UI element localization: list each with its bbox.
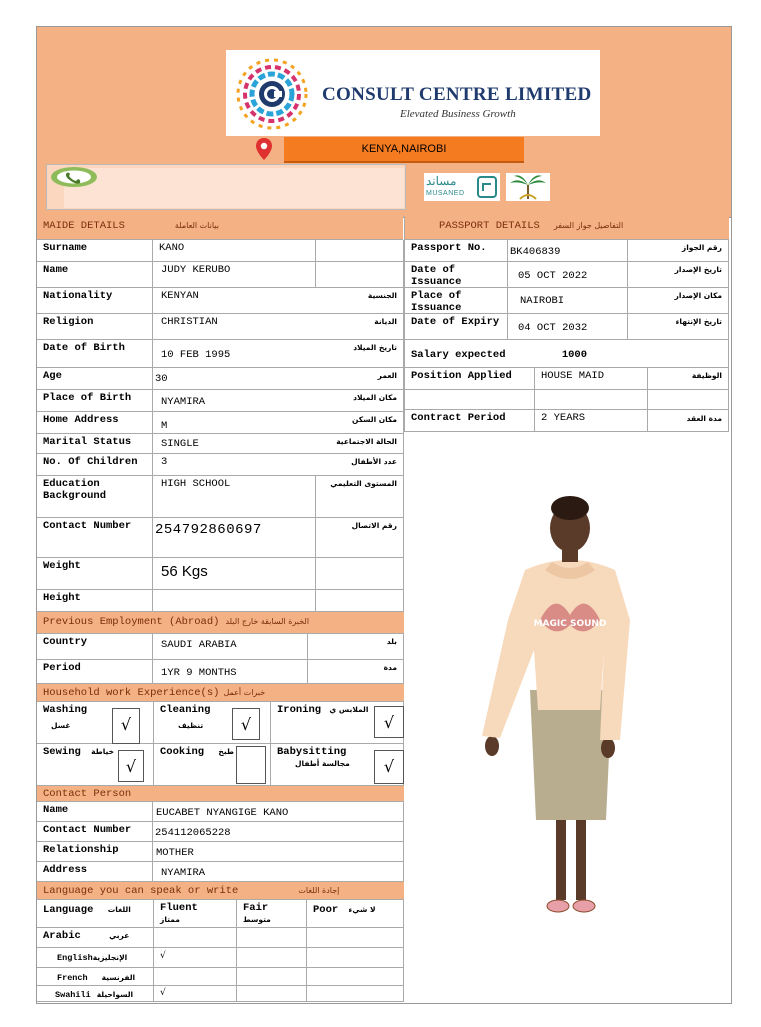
lang-swahili-fair[interactable] xyxy=(237,986,307,1002)
religion-value: CHRISTIAN xyxy=(153,314,316,340)
ironing-check[interactable]: √ xyxy=(374,706,404,738)
cooking-ar: طبخ xyxy=(218,747,234,756)
cleaning-ar: تنظيف xyxy=(178,721,204,730)
passport-no-value: BK406839 xyxy=(508,240,628,262)
lang-row-arabic xyxy=(37,928,154,948)
pob-value: NYAMIRA xyxy=(153,390,316,412)
issue-date-value: 05 OCT 2022 xyxy=(508,262,628,288)
lang-row-english xyxy=(37,948,154,968)
lang-col-poor-label: Poor xyxy=(313,904,339,916)
lang-arabic-name: Arabic xyxy=(43,930,81,942)
surname-ar-cell xyxy=(316,240,404,262)
cp-number-label: Contact Number xyxy=(37,822,153,842)
passport-no-label: Passport No. xyxy=(404,240,508,262)
contact-strip-inner xyxy=(64,168,404,208)
palm-emblem xyxy=(506,173,550,201)
lang-col-poor xyxy=(307,900,404,928)
lang-english-fluent[interactable]: √ xyxy=(154,948,237,968)
religion-ar: الديانة xyxy=(316,314,404,340)
position-blank-2 xyxy=(535,390,648,410)
lang-english-ar: الإنجليزية xyxy=(92,953,128,962)
cp-name-value: EUCABET NYANGIGE KANO xyxy=(153,802,404,822)
lang-col-fair-ar: متوسط xyxy=(243,915,271,924)
svg-text:MAGIC SOUND: MAGIC SOUND xyxy=(533,619,607,629)
marital-value: SINGLE xyxy=(153,434,316,454)
language-title-ar: إجادة اللغات xyxy=(298,886,340,895)
address-value: M xyxy=(153,412,316,434)
lang-english-fair[interactable] xyxy=(237,948,307,968)
lang-arabic-fluent[interactable] xyxy=(154,928,237,948)
lang-french-fluent[interactable] xyxy=(154,968,237,986)
washing-ar: غسل xyxy=(51,721,71,730)
passport-details-header xyxy=(404,216,729,240)
expiry-value: 04 OCT 2032 xyxy=(508,314,628,340)
children-label: No. Of Children xyxy=(37,454,153,476)
cp-relationship-label: Relationship xyxy=(37,842,153,862)
religion-label: Religion xyxy=(37,314,153,340)
candidate-photo xyxy=(470,470,670,930)
dob-value: 10 FEB 1995 xyxy=(153,340,316,368)
cooking-label: Cooking xyxy=(160,746,205,758)
lang-col-language xyxy=(37,900,154,928)
cp-number-value: 254112065228 xyxy=(153,822,404,842)
ironing-label: Ironing xyxy=(277,704,322,716)
lang-french-poor[interactable] xyxy=(307,968,404,986)
lang-col-fluent-label: Fluent xyxy=(160,902,198,914)
name-value: JUDY KERUBO xyxy=(153,262,316,288)
phone-badge-icon xyxy=(50,166,98,188)
lang-col-fluent-ar: ممتاز xyxy=(160,915,180,924)
marital-ar: الحالة الاجتماعية xyxy=(316,434,404,454)
position-blank-1 xyxy=(404,390,535,410)
cp-address-value: NYAMIRA xyxy=(153,862,404,882)
lang-col-fluent xyxy=(154,900,237,928)
marital-label: Marital Status xyxy=(37,434,153,454)
cp-name-label: Name xyxy=(37,802,153,822)
country-label: Country xyxy=(37,634,153,660)
dob-ar: تاريخ الميلاد xyxy=(316,340,404,368)
name-ar-cell xyxy=(316,262,404,288)
issue-date-ar: تاريخ الإصدار xyxy=(628,262,729,288)
children-value: 3 xyxy=(153,454,316,476)
ironing-ar: الملابس ي xyxy=(329,705,369,714)
sewing-check[interactable]: √ xyxy=(118,750,144,782)
lang-arabic-poor[interactable] xyxy=(307,928,404,948)
lang-english-poor[interactable] xyxy=(307,948,404,968)
dob-label: Date of Birth xyxy=(37,340,153,368)
nationality-ar: الجنسية xyxy=(316,288,404,314)
age-label: Age xyxy=(37,368,153,390)
lang-swahili-fluent[interactable]: √ xyxy=(154,986,237,1002)
maid-details-title-ar: بيانات العاملة xyxy=(174,221,219,230)
passport-details-title: PASSPORT DETAILS xyxy=(439,220,540,232)
company-tagline: Elevated Business Growth xyxy=(400,108,516,120)
location-pin-icon xyxy=(254,137,274,161)
weight-value: 56 Kgs xyxy=(153,558,316,590)
household-title-ar: خبرات أعمل xyxy=(223,688,266,697)
employment-header xyxy=(37,612,404,634)
salary-row xyxy=(404,340,729,368)
lang-swahili-name: Swahili xyxy=(55,990,91,1000)
weight-ar-cell xyxy=(316,558,404,590)
lang-french-ar: الفرنسية xyxy=(101,973,136,982)
lang-col-language-label: Language xyxy=(43,904,94,916)
contact-person-header xyxy=(37,786,404,802)
age-value: 30 xyxy=(153,368,316,390)
contract-value: 2 YEARS xyxy=(535,410,648,432)
contact-number-label: Contact Number xyxy=(37,518,153,558)
maid-details-title: MAIDE DETAILS xyxy=(43,220,125,232)
lang-col-fair xyxy=(237,900,307,928)
passport-no-ar: رقم الجواز xyxy=(628,240,729,262)
employment-title-ar: الخبرة السابقة خارج البلد xyxy=(225,617,310,626)
children-ar: عدد الأطفال xyxy=(316,454,404,476)
education-value: HIGH SCHOOL xyxy=(153,476,316,518)
position-ar: الوظيفة xyxy=(648,368,729,390)
age-ar: العمر xyxy=(316,368,404,390)
washing-label: Washing xyxy=(43,704,88,716)
contact-number-ar: رقم الاتصال xyxy=(316,518,404,558)
expiry-label: Date of Expiry xyxy=(404,314,508,340)
cp-address-label: Address xyxy=(37,862,153,882)
position-label: Position Applied xyxy=(404,368,535,390)
company-name: CONSULT CENTRE LIMITED xyxy=(322,84,592,105)
musaned-logo xyxy=(424,173,500,201)
height-ar-cell xyxy=(316,590,404,612)
height-value xyxy=(153,590,316,612)
babysitting-check[interactable]: √ xyxy=(374,750,404,784)
pob-label: Place of Birth xyxy=(37,390,153,412)
lang-col-language-ar: اللغات xyxy=(107,905,131,914)
company-emblem-icon xyxy=(228,54,316,134)
contact-number-value: 254792860697 xyxy=(153,518,316,558)
washing-check[interactable]: √ xyxy=(112,708,140,744)
nationality-value: KENYAN xyxy=(153,288,316,314)
issue-place-value: NAIROBI xyxy=(508,288,628,314)
lang-row-french xyxy=(37,968,154,986)
surname-value: KANO xyxy=(153,240,316,262)
country-ar: بلد xyxy=(308,634,404,660)
sewing-label: Sewing xyxy=(43,746,81,758)
lang-swahili-poor[interactable] xyxy=(307,986,404,1002)
babysitting-ar: مجالسة أطفال xyxy=(295,759,350,768)
height-label: Height xyxy=(37,590,153,612)
contact-person-title: Contact Person xyxy=(43,788,132,800)
musaned-ar-text: مساند xyxy=(426,174,457,188)
lang-french-name: French xyxy=(57,973,88,983)
expiry-ar: تاريخ الإنتهاء xyxy=(628,314,729,340)
babysitting-label: Babysitting xyxy=(277,746,347,758)
issue-date-label: Date of Issuance xyxy=(404,262,508,288)
period-label: Period xyxy=(37,660,153,684)
location-bar: KENYA,NAIROBI xyxy=(284,137,524,163)
lang-swahili-ar: السواحيلة xyxy=(96,990,134,999)
language-header xyxy=(37,882,404,900)
address-label: Home Address xyxy=(37,412,153,434)
name-label: Name xyxy=(37,262,153,288)
musaned-en-text: MUSANED xyxy=(426,190,465,197)
cleaning-check[interactable]: √ xyxy=(232,708,260,740)
sewing-ar: خياطة xyxy=(91,747,115,756)
lang-french-fair[interactable] xyxy=(237,968,307,986)
lang-row-swahili xyxy=(37,986,154,1002)
lang-arabic-ar: عربي xyxy=(109,931,130,940)
lang-col-poor-ar: لا شيء xyxy=(348,905,376,914)
pob-ar: مكان الميلاد xyxy=(316,390,404,412)
surname-label: Surname xyxy=(37,240,153,262)
position-blank-3 xyxy=(648,390,729,410)
weight-label: Weight xyxy=(37,558,153,590)
lang-arabic-fair[interactable] xyxy=(237,928,307,948)
household-header xyxy=(37,684,404,702)
language-title: Language you can speak or write xyxy=(43,885,239,897)
salary-value: 1000 xyxy=(561,349,588,361)
employment-title: Previous Employment (Abroad) xyxy=(43,616,220,628)
passport-details-title-ar: التفاصيل جواز السفر xyxy=(553,221,624,230)
lang-col-fair-label: Fair xyxy=(243,902,269,914)
period-value: 1YR 9 MONTHS xyxy=(153,660,308,684)
issue-place-ar: مكان الإصدار xyxy=(628,288,729,314)
cooking-check[interactable] xyxy=(236,746,266,784)
lang-english-name: English xyxy=(57,953,93,963)
nationality-label: Nationality xyxy=(37,288,153,314)
education-ar: المستوى التعليمي xyxy=(316,476,404,518)
salary-label: Salary expected xyxy=(411,349,506,361)
maid-details-header xyxy=(37,216,403,240)
cleaning-label: Cleaning xyxy=(160,704,211,716)
musaned-mark-icon xyxy=(476,175,498,199)
issue-place-label: Place of Issuance xyxy=(404,288,508,314)
contract-ar: مدة العقد xyxy=(648,410,729,432)
contract-label: Contract Period xyxy=(404,410,535,432)
education-label: Education Background xyxy=(37,476,153,518)
country-value: SAUDI ARABIA xyxy=(153,634,308,660)
address-ar: مكان السكن xyxy=(316,412,404,434)
household-title: Household work Experience(s) xyxy=(43,687,220,699)
period-ar: مدة xyxy=(308,660,404,684)
cp-relationship-value: MOTHER xyxy=(153,842,404,862)
position-value: HOUSE MAID xyxy=(535,368,648,390)
palm-tree-icon xyxy=(506,173,550,201)
